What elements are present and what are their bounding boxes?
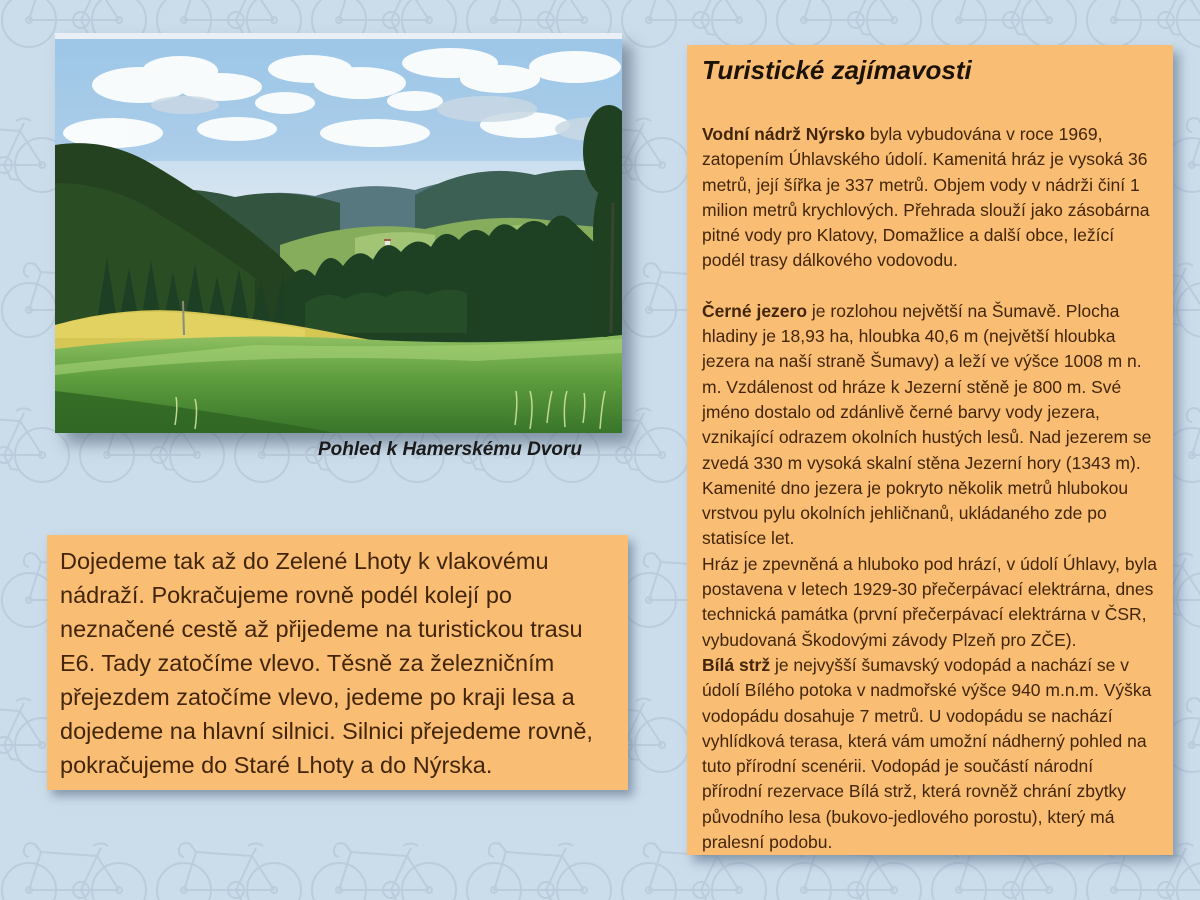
route-description-text: Dojedeme tak až do Zelené Lhoty k vlakovému nádraží. Pokračujeme rovně podél kolejí po neznačené cestě až přijedeme na turistickou trasu E6. Tady zatočíme vlevo. Těsně za železničním přejezdem zatočíme vlevo, jedeme po kraji lesa a dojedeme na hlavní silnici. Silnici přejedeme rovně, pokračujeme do Staré Lhoty a do Nýrska. [60, 548, 593, 778]
info-paragraphs [702, 122, 1157, 855]
tourist-info-panel [687, 45, 1173, 855]
info-paragraph: Černé jezero je rozlohou největší na Šumavě. Plocha hladiny je 18,93 ha, hloubka 40,6 m (největší hloubka jezera na naší straně Šumavy) a leží ve výšce 1008 m n. m. Vzdálenost od hráze k Jezerní stěně je 800 m. Své jméno dostalo od zdánlivě černé barvy vody jezera, vznikající odrazem okolních hustých lesů. Nad jezerem se zvedá 330 m vysoká skalní stěna Jezerní hory (1343 m). Kamenité dno jezera je pokryto několik metrů hlubokou vrstvou pylu okolních jehličnanů, ukládaného zde po statisíce let. Hráz je zpevněná a hluboko pod hrází, v údolí Úhlavy, byla postavena v letech 1929-30 přečerpávací elektrárna, dnes technická památka (první přečerpávací elektrárna v ČSR, vybudovaná Škodovými závody Plzeň pro ZČE). Bílá strž je nejvyšší šumavský vodopád a nachází se v údolí Bílého potoka v nadmořské výšce 940 m.n.m. Výška vodopádu dosahuje 7 metrů. U vodopádu se nachází vyhlídková terasa, která vám umožní nádherný pohled na tuto přírodní scenérii. Vodopád je součástí národní přírodní rezervace Bílá strž, která rovněž chrání zbytky původního lesa (bukovo-jedlového porostu), který má pralesní podobu. [702, 300, 1157, 853]
info-paragraph: Vodní nádrž Nýrsko byla vybudována v roce 1969, zatopením Úhlavského údolí. Kamenitá hráz je vysoká 36 metrů, její šířka je 337 metrů. Objem vody v nádrži činí 1 milion metrů krychlových. Přehrada slouží jako zásobárna pitné vody pro Klatovy, Domažlice a další obce, ležící podél trasy dálkového vodovodu. [702, 124, 1150, 271]
info-panel-title: Turistické zajímavosti [702, 55, 972, 85]
route-description-box [47, 535, 628, 790]
photo-caption: Pohled k Hamerskému Dvoru [318, 439, 582, 460]
landscape-photo [55, 33, 622, 433]
landscape-photo-art [55, 33, 622, 433]
